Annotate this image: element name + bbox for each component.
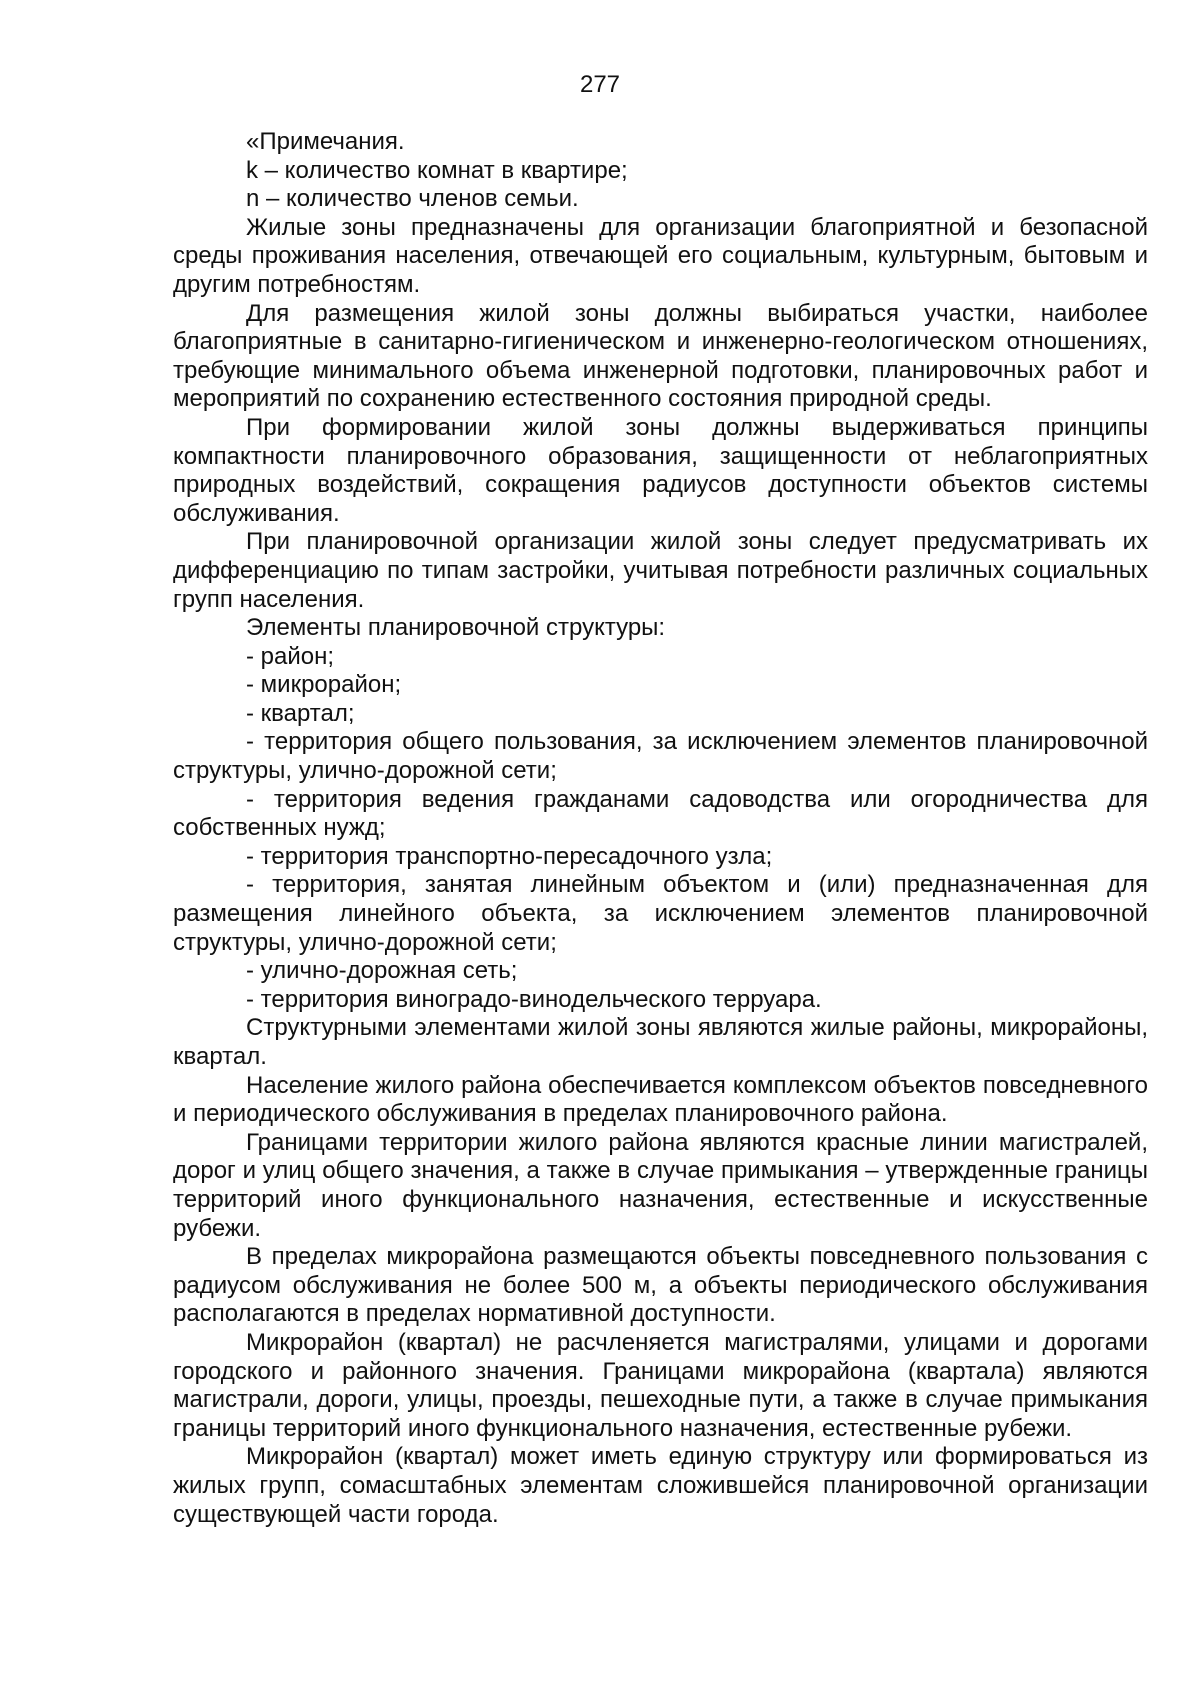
paragraph-differentiation: При планировочной организации жилой зоны следует предусматривать их дифференциацию по типам застройки, учитывая потребности различных социальных групп населения.: [173, 528, 1148, 613]
body-text: [173, 128, 1148, 1529]
structure-elements-heading: Элементы планировочной структуры:: [246, 614, 666, 642]
list-item: - территория ведения гражданами садоводства или огородничества для собственных нужд;: [173, 785, 1148, 842]
list-item: - микрорайон;: [246, 671, 402, 699]
paragraph-formation-principles: При формировании жилой зоны должны выдерживаться принципы компактности планировочного образования, защищенности от неблагоприятных природных воздействий, сокращения радиусов доступности объектов системы обслуживания.: [173, 413, 1148, 527]
paragraph-microdistrict-structure: Микрорайон (квартал) может иметь единую структуру или формироваться из жилых групп, сомасштабных элементам сложившейся планировочной организации существующей части города.: [173, 1443, 1148, 1528]
paragraph-district-boundaries: Границами территории жилого района являются красные линии магистралей, дорог и улиц общего значения, а также в случае примыкания – утвержденные границы территорий иного функционального назначения, естественные и искусственные рубежи.: [173, 1128, 1148, 1242]
list-item: - территория общего пользования, за исключением элементов планировочной структуры, улично-дорожной сети;: [173, 728, 1148, 785]
paragraph-district-population: Население жилого района обеспечивается комплексом объектов повседневного и периодического обслуживания в пределах планировочного района.: [173, 1071, 1148, 1128]
paragraph-microdistrict-services: В пределах микрорайона размещаются объекты повседневного пользования с радиусом обслуживания не более 500 м, а объекты периодического обслуживания располагаются в пределах нормативной доступности.: [173, 1243, 1148, 1328]
notes-heading: «Примечания.: [246, 128, 405, 155]
list-item: - территория виноградо-винодельческого терруара.: [246, 985, 822, 1013]
list-item: - район;: [246, 642, 335, 670]
page-number: 277: [579, 71, 621, 98]
note-n: n – количество членов семьи.: [246, 185, 579, 213]
list-item: - территория транспортно-пересадочного узла;: [246, 842, 773, 870]
paragraph-residential-zones: Жилые зоны предназначены для организации благоприятной и безопасной среды проживания населения, отвечающей его социальным, культурным, бытовым и другим потребностям.: [173, 213, 1148, 298]
list-item: - квартал;: [246, 699, 355, 727]
paragraph-structural-elements: Структурными элементами жилой зоны являются жилые районы, микрорайоны, квартал.: [173, 1014, 1148, 1070]
list-item: - территория, занятая линейным объектом и (или) предназначенная для размещения линейного объекта, за исключением элементов планировочной структуры, улично-дорожной сети;: [173, 871, 1148, 956]
list-item: - улично-дорожная сеть;: [246, 957, 518, 985]
paragraph-site-selection: Для размещения жилой зоны должны выбираться участки, наиболее благоприятные в санитарно-гигиеническом и инженерно-геологическом отношениях, требующие минимального объема инженерной подготовки, планировочных работ и мероприятий по сохранению естественного состояния природной среды.: [173, 299, 1148, 413]
paragraph-microdistrict-boundaries: Микрорайон (квартал) не расчленяется магистралями, улицами и дорогами городского и районного значения. Границами микрорайона (квартала) являются магистрали, дороги, улицы, проезды, пешеходные пути, а также в случае примыкания границы территорий иного функционального назначения, естественные рубежи.: [173, 1328, 1148, 1442]
note-k: k – количество комнат в квартире;: [246, 156, 628, 184]
